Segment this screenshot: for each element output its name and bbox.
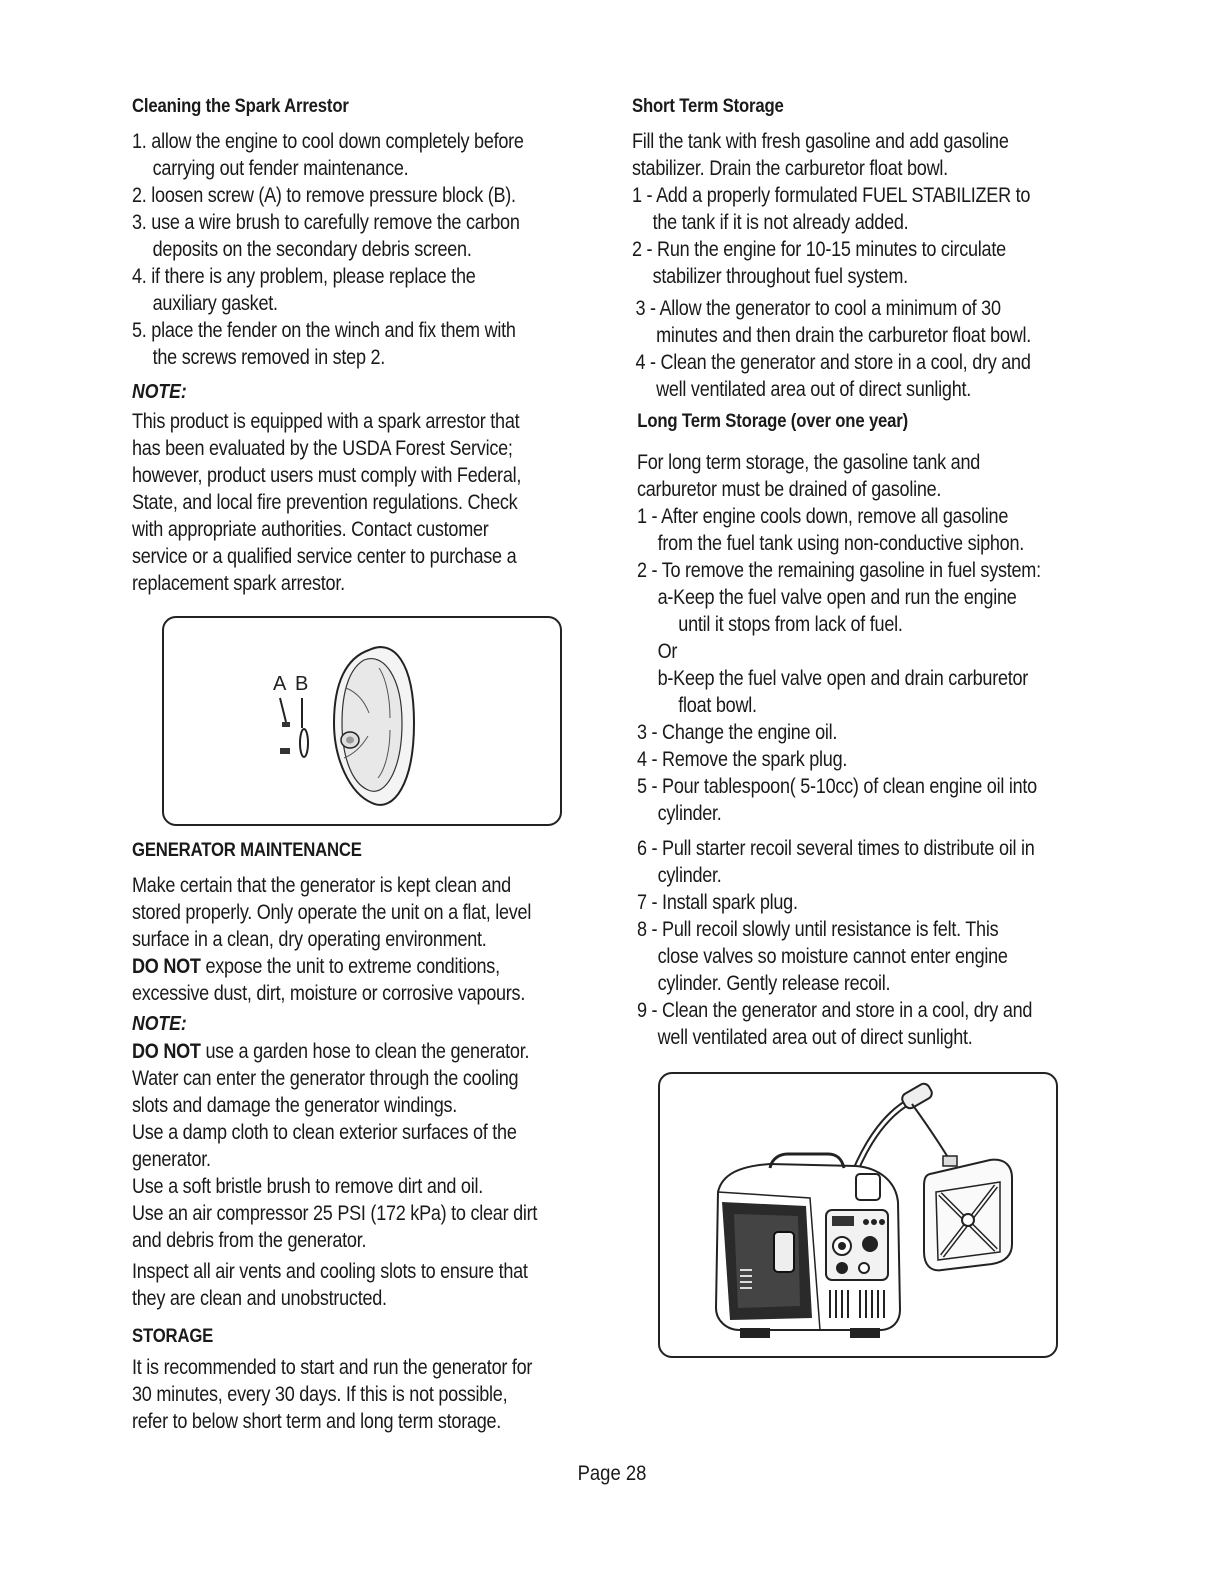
list-item-cont: carrying out fender maintenance.: [152, 157, 409, 180]
body-line: Use a soft bristle brush to remove dirt and oil.: [132, 1175, 483, 1198]
spark-arrestor-heading: Cleaning the Spark Arrestor: [132, 96, 349, 117]
list-item-cont: close valves so moisture cannot enter engine: [657, 945, 1008, 968]
storage-heading: STORAGE: [132, 1326, 214, 1347]
list-item: 4. if there is any problem, please replace the: [132, 265, 476, 288]
list-item: 1 - After engine cools down, remove all gasoline: [637, 505, 1009, 528]
note-line: This product is equipped with a spark arrestor that: [132, 410, 520, 433]
generator-maintenance-heading: GENERATOR MAINTENANCE: [132, 840, 362, 861]
list-item-cont: auxiliary gasket.: [152, 292, 278, 315]
list-item-cont: well ventilated area out of direct sunlight.: [656, 378, 972, 401]
note-line: with appropriate authorities. Contact customer: [132, 518, 489, 541]
short-term-storage-heading: Short Term Storage: [632, 96, 784, 117]
list-item: 2. loosen screw (A) to remove pressure block (B).: [132, 184, 516, 207]
spark-arrestor-illustration: [164, 618, 560, 824]
body-line: It is recommended to start and run the generator for: [132, 1356, 533, 1379]
spark-arrestor-steps: [132, 128, 582, 371]
page-number: Page 28: [577, 1462, 647, 1485]
list-item-cont: stabilizer throughout fuel system.: [652, 265, 908, 288]
body-line: 30 minutes, every 30 days. If this is not possible,: [132, 1383, 508, 1406]
left-column: [132, 96, 582, 597]
note-label: NOTE:: [132, 1013, 187, 1035]
generator-fuel-figure: [658, 1072, 1058, 1358]
body-line: Use an air compressor 25 PSI (172 kPa) to clear dirt: [132, 1202, 538, 1225]
sub-item-cont: float bowl.: [678, 694, 757, 717]
body-line: they are clean and unobstructed.: [132, 1287, 387, 1310]
spark-arrestor-figure: [162, 616, 562, 826]
note-line: replacement spark arrestor.: [132, 572, 345, 595]
list-item-cont: cylinder.: [657, 802, 722, 825]
list-item: 8 - Pull recoil slowly until resistance is felt. This: [637, 918, 999, 941]
list-item: 3 - Change the engine oil.: [637, 721, 838, 744]
sub-item: a-Keep the fuel valve open and run the engine: [657, 586, 1017, 609]
long-term-storage-body: [632, 449, 1092, 1051]
list-item: 1 - Add a properly formulated FUEL STABILIZER to: [632, 184, 1031, 207]
do-not-rest: expose the unit to extreme conditions,: [200, 955, 500, 978]
body-line: Fill the tank with fresh gasoline and add gasoline: [632, 130, 1009, 153]
note-label: NOTE:: [132, 381, 187, 403]
generator-illustration: [660, 1074, 1056, 1356]
label-a: A: [273, 673, 287, 695]
list-item: 7 - Install spark plug.: [637, 891, 798, 914]
right-column: [632, 96, 1092, 1051]
do-not-rest: use a garden hose to clean the generator.: [200, 1040, 530, 1063]
left-column-lower: [132, 840, 582, 1435]
list-item: 4 - Clean the generator and store in a cool, dry and: [635, 351, 1031, 374]
note-line: service or a qualified service center to purchase a: [132, 545, 517, 568]
body-line: stabilizer. Drain the carburetor float bowl.: [632, 157, 948, 180]
body-line: [132, 953, 519, 980]
list-item: 1. allow the engine to cool down completely before: [132, 130, 524, 153]
body-line: refer to below short term and long term storage.: [132, 1410, 502, 1433]
list-item: 2 - To remove the remaining gasoline in fuel system:: [637, 559, 1041, 582]
body-line: For long term storage, the gasoline tank and: [637, 451, 981, 474]
list-item-cont: well ventilated area out of direct sunlight.: [657, 1026, 973, 1049]
body-line: Make certain that the generator is kept clean and: [132, 874, 511, 897]
list-item: 2 - Run the engine for 10-15 minutes to circulate: [632, 238, 1006, 261]
body-line: generator.: [132, 1148, 211, 1171]
do-not-bold: DO NOT: [132, 1040, 201, 1063]
sub-item: b-Keep the fuel valve open and drain carburetor: [657, 667, 1029, 690]
list-item: 6 - Pull starter recoil several times to distribute oil in: [637, 837, 1035, 860]
label-b: B: [295, 673, 309, 695]
body-line: slots and damage the generator windings.: [132, 1094, 458, 1117]
body-line: carburetor must be drained of gasoline.: [637, 478, 942, 501]
list-item: 5 - Pour tablespoon( 5-10cc) of clean engine oil into: [637, 775, 1037, 798]
list-item-cont: the tank if it is not already added.: [652, 211, 909, 234]
list-item: 5. place the fender on the winch and fix them with: [132, 319, 516, 342]
list-item-cont: the screws removed in step 2.: [152, 346, 386, 369]
note-line: State, and local fire prevention regulations. Check: [132, 491, 518, 514]
body-line: [132, 1038, 530, 1065]
list-item-cont: deposits on the secondary debris screen.: [152, 238, 472, 261]
long-term-storage-heading: Long Term Storage (over one year): [637, 411, 909, 432]
body-line: stored properly. Only operate the unit on a flat, level: [132, 901, 532, 924]
list-item: 4 - Remove the spark plug.: [637, 748, 848, 771]
body-line: excessive dust, dirt, moisture or corrosive vapours.: [132, 982, 526, 1005]
body-line: Water can enter the generator through the cooling: [132, 1067, 519, 1090]
sub-item-cont: until it stops from lack of fuel.: [678, 613, 903, 636]
list-item-cont: cylinder. Gently release recoil.: [657, 972, 891, 995]
list-item-cont: from the fuel tank using non-conductive siphon.: [657, 532, 1024, 555]
body-line: Use a damp cloth to clean exterior surfaces of the: [132, 1121, 517, 1144]
note-line: has been evaluated by the USDA Forest Service;: [132, 437, 513, 460]
list-item: 3. use a wire brush to carefully remove the carbon: [132, 211, 520, 234]
list-item-cont: cylinder.: [657, 864, 722, 887]
body-line: and debris from the generator.: [132, 1229, 367, 1252]
body-line: surface in a clean, dry operating environment.: [132, 928, 487, 951]
body-line: Inspect all air vents and cooling slots to ensure that: [132, 1260, 528, 1283]
or-line: Or: [657, 640, 678, 663]
do-not-bold: DO NOT: [132, 955, 201, 978]
list-item-cont: minutes and then drain the carburetor float bowl.: [656, 324, 1031, 347]
list-item: 3 - Allow the generator to cool a minimum of 30: [635, 297, 1001, 320]
note-text: [132, 408, 582, 597]
list-item: 9 - Clean the generator and store in a cool, dry and: [637, 999, 1033, 1022]
note-line: however, product users must comply with Federal,: [132, 464, 522, 487]
